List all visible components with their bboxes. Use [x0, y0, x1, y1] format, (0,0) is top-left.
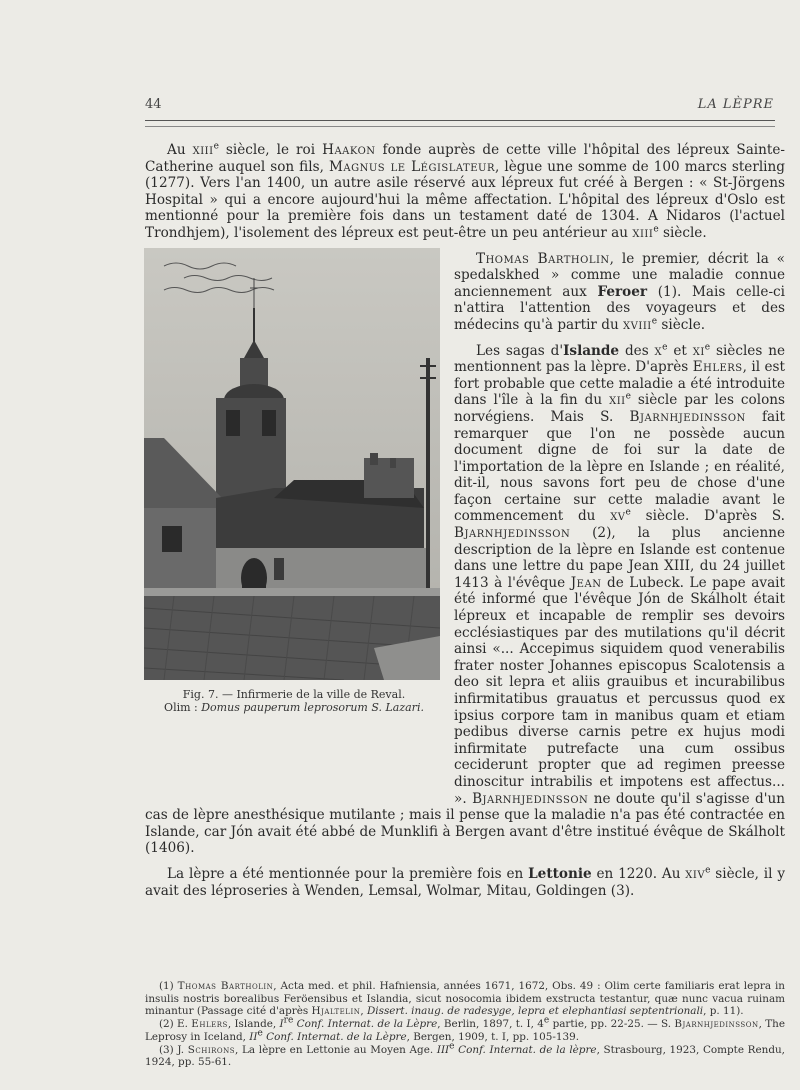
figure-7	[144, 248, 444, 804]
figure-caption: Fig. 7. — Infirmerie de la ville de Reval. Olim : Domus pauperum leprosorum S. Lazari.	[164, 687, 424, 714]
paragraph-3: Les sagas d'Islande des $x^e$ et $xi^e$ siècles ne mentionnent pas la lèpre. D'après Ehlers, il est fort probable que cette maladie a été introduite dans l'île à la fin du xii$^e$ siècle par les colons norvégiens. Mais S. Bjarnhjedinsson fait remarquer que l'on ne possède aucun document digne de foi sur la date de l'importation de la lèpre en Islande ; en réalité, dit-il, nous savons fort peu de chose d'une façon certaine sur cette maladie avant le commencement du $xv^e$ siècle. D'après S. Bjarnhjedinsson (2), la plus ancienne description de la lèpre en Islande est contenue dans une lettre du pape Jean XIII, du 24 juillet 1413 à l'évêque Jean de Lubeck. Le pape avait été informé que l'évêque Jón de Skálholt était lépreux et incapable de remplir ses devoirs ecclésiastiques par des mutilations qu'il décrit ainsi «... Accepimus siquidem quod venerabilis frater noster Johannes episcopus Scalotensis a deo sit lepra et aliis grauibus et incurabilibus infirmitatibus grauatus et percussus quod ex ipsius corpore tam in manibus quam et etiam pedibus diverse carnis petre ex hujus modi infirmitate putrefacte una cum ossibus ceciderunt propter que ad regimen preesse dinoscitur intrabilis et impotens est affectus... ». Bjarnhjedinsson ne doute qu'il s'agisse d'un cas de lèpre anesthésique mutilante ; mais il pense que la maladie n'a pas été contractée en Islande, car Jón avait été abbé de Munklifi à Bergen avant d'être institué évêque de Skálholt (1406).	[145, 342, 785, 857]
running-title: LA LÈPRE	[697, 97, 774, 112]
main-text	[145, 142, 785, 899]
header-rule-top	[145, 120, 775, 121]
footnotes	[145, 980, 785, 1069]
footnote-2: (2) E. Ehlers, Islande, Ire Conf. Internat. de la Lèpre, Berlin, 1897, t. I, 4e partie, pp. 22-25. — S. Bjarnhjedinsson, The Leprosy in Iceland, IIe Conf. Internat. de la Lèpre, Bergen, 1909, t. I, pp. 105-139.	[145, 1015, 786, 1043]
church-photo	[144, 248, 440, 680]
footnote-3: (3) J. Schirons, La lèpre en Lettonie au Moyen Age. IIIe Conf. Internat. de la lèpre, Strasbourg, 1923, Compte Rendu, 1924, pp. 55-61.	[145, 1041, 785, 1069]
paragraph-4: La lèpre a été mentionnée pour la première fois en Lettonie en 1220. Au xiv$^e$ siècle, il y avait des léproseries à Wenden, Lemsal, Wolmar, Mitau, Goldingen (3).	[145, 865, 786, 899]
paragraph-1: Au xiii$^e$ siècle, le roi Haakon fonde auprès de cette ville l'hôpital des lépreux Sainte-Catherine auquel son fils, Magnus le Législateur, lègue une somme de 100 marcs sterling (1277). Vers l'an 1400, un autre asile réservé aux lépreux fut créé à Bergen : « St-Jörgens Hospital » qui a encore aujourd'hui la même affectation. L'hôpital des lépreux d'Oslo est mentionné pour la première fois dans un testament daté de 1304. A Nidaros (l'actuel Trondhjem), l'isolement des lépreux est peut-être un peu antérieur au xiii$^e$ siècle.	[145, 141, 786, 241]
footnote-1: (1) Thomas Bartholin, Acta med. et phil. Hafniensia, années 1671, 1672, Obs. 49 : Olim certe familiaris erat lepra in insulis nostris borealibus Feröensibus et Islandia, sicut nosocomia ibidem exstructa testantur, quæ nunc vacua ruinam minantur (Passage cité d'après Hjaltelin, Dissert. inaug. de radesyge, lepra et elephantiasi septentrionali, p. 11).	[145, 980, 785, 1018]
running-header	[145, 97, 778, 119]
paragraph-2: Thomas Bartholin, le premier, décrit la « spedalskhed » comme une maladie connue anciennement aux Feroer (1). Mais celle-ci n'attira l'attention des voyageurs et des médecins qu'à partir du xviii$^e$ siècle.	[454, 250, 786, 333]
header-rule-bottom	[145, 126, 775, 127]
page-number: 44	[145, 97, 162, 112]
